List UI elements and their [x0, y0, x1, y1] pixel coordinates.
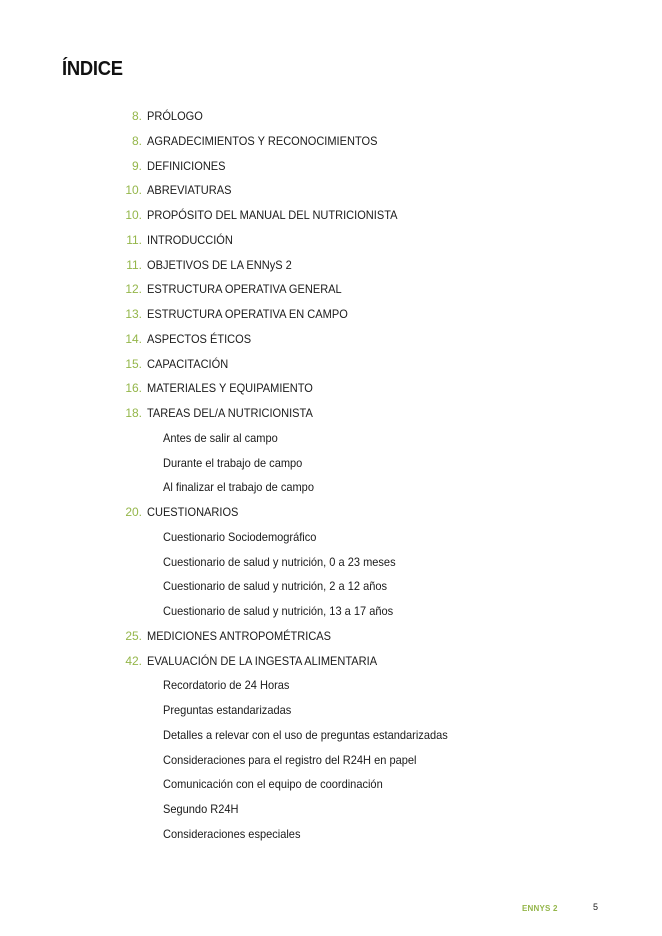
- toc-label: Al finalizar el trabajo de campo: [163, 480, 314, 495]
- toc-label: Comunicación con el equipo de coordinación: [163, 777, 383, 792]
- toc-label: Cuestionario de salud y nutrición, 2 a 12 años: [163, 579, 388, 594]
- toc-subentry[interactable]: [0, 430, 662, 455]
- toc-entry[interactable]: [0, 133, 662, 158]
- toc-subentry[interactable]: [0, 801, 662, 826]
- toc-page-number: 11.: [126, 257, 142, 272]
- toc-entry[interactable]: [0, 504, 662, 529]
- toc-subentry[interactable]: [0, 752, 662, 777]
- toc-label: CUESTIONARIOS: [147, 505, 239, 519]
- toc-subentry[interactable]: [0, 776, 662, 801]
- toc-page-number: 10.: [125, 183, 142, 198]
- toc-entry[interactable]: [0, 257, 662, 282]
- toc-entry[interactable]: [0, 405, 662, 430]
- toc-label: Cuestionario Sociodemográfico: [163, 529, 317, 544]
- toc-label: Preguntas estandarizadas: [163, 703, 292, 717]
- toc-entry[interactable]: [0, 108, 662, 133]
- toc-label: Consideraciones para el registro del R24H en papel: [163, 752, 417, 767]
- toc-page-number: 18.: [125, 406, 142, 420]
- toc-subentry[interactable]: [0, 578, 662, 603]
- toc-page-number: 14.: [125, 331, 142, 346]
- toc-subentry[interactable]: [0, 677, 662, 702]
- toc-subentry[interactable]: [0, 479, 662, 504]
- toc-entry[interactable]: [0, 306, 662, 331]
- toc-page-number: 16.: [125, 381, 142, 396]
- toc-page-number: 8.: [131, 109, 142, 123]
- toc-label: PROPÓSITO DEL MANUAL DEL NUTRICIONISTA: [147, 208, 398, 222]
- toc-label: Consideraciones especiales: [163, 826, 301, 841]
- toc-label: ABREVIATURAS: [147, 183, 232, 198]
- toc-entry[interactable]: [0, 182, 662, 207]
- toc-page-number: 10.: [125, 208, 142, 222]
- toc-page-number: 25.: [125, 628, 142, 643]
- table-of-contents: [0, 108, 662, 851]
- toc-entry[interactable]: [0, 158, 662, 183]
- toc-subentry[interactable]: [0, 529, 662, 554]
- toc-page-number: 13.: [125, 307, 142, 321]
- toc-page-number: 42.: [125, 653, 142, 668]
- toc-label: Detalles a relevar con el uso de preguntas estandarizadas: [163, 727, 448, 742]
- toc-label: Segundo R24H: [163, 802, 239, 816]
- toc-page-number: 11.: [126, 232, 142, 247]
- toc-label: PRÓLOGO: [147, 109, 203, 123]
- toc-page-number: 12.: [125, 282, 142, 297]
- toc-entry[interactable]: [0, 628, 662, 653]
- footer-brand: ENNYS 2: [522, 904, 558, 913]
- toc-subentry[interactable]: [0, 554, 662, 579]
- toc-label: ASPECTOS ÉTICOS: [147, 331, 252, 346]
- toc-label: Cuestionario de salud y nutrición, 13 a 17 años: [163, 604, 394, 618]
- toc-subentry[interactable]: [0, 826, 662, 851]
- toc-label: MATERIALES Y EQUIPAMIENTO: [147, 381, 313, 396]
- toc-subentry[interactable]: [0, 455, 662, 480]
- toc-entry[interactable]: [0, 331, 662, 356]
- toc-label: DEFINICIONES: [147, 158, 226, 173]
- toc-page-number: 20.: [125, 505, 142, 519]
- toc-label: ESTRUCTURA OPERATIVA EN CAMPO: [147, 307, 348, 321]
- toc-label: EVALUACIÓN DE LA INGESTA ALIMENTARIA: [147, 653, 378, 668]
- page-title: ÍNDICE: [62, 58, 123, 80]
- toc-page-number: 9.: [131, 158, 142, 173]
- toc-label: Cuestionario de salud y nutrición, 0 a 23 meses: [163, 554, 396, 569]
- toc-page-number: 15.: [125, 356, 142, 371]
- toc-entry[interactable]: [0, 380, 662, 405]
- toc-label: Durante el trabajo de campo: [163, 455, 303, 470]
- toc-label: AGRADECIMIENTOS Y RECONOCIMIENTOS: [147, 133, 378, 148]
- toc-entry[interactable]: [0, 356, 662, 381]
- toc-label: MEDICIONES ANTROPOMÉTRICAS: [147, 628, 332, 643]
- toc-subentry[interactable]: [0, 702, 662, 727]
- toc-label: INTRODUCCIÓN: [147, 232, 233, 247]
- toc-label: OBJETIVOS DE LA ENNyS 2: [147, 257, 292, 272]
- toc-page-number: 8.: [131, 133, 142, 148]
- toc-entry[interactable]: [0, 281, 662, 306]
- page-number: 5: [593, 902, 599, 912]
- toc-entry[interactable]: [0, 653, 662, 678]
- toc-label: CAPACITACIÓN: [147, 356, 229, 371]
- toc-entry[interactable]: [0, 232, 662, 257]
- toc-label: ESTRUCTURA OPERATIVA GENERAL: [147, 282, 342, 297]
- toc-subentry[interactable]: [0, 603, 662, 628]
- toc-entry[interactable]: [0, 207, 662, 232]
- toc-label: Recordatorio de 24 Horas: [163, 678, 290, 693]
- toc-subentry[interactable]: [0, 727, 662, 752]
- toc-label: Antes de salir al campo: [163, 430, 278, 445]
- toc-label: TAREAS DEL/A NUTRICIONISTA: [147, 406, 313, 420]
